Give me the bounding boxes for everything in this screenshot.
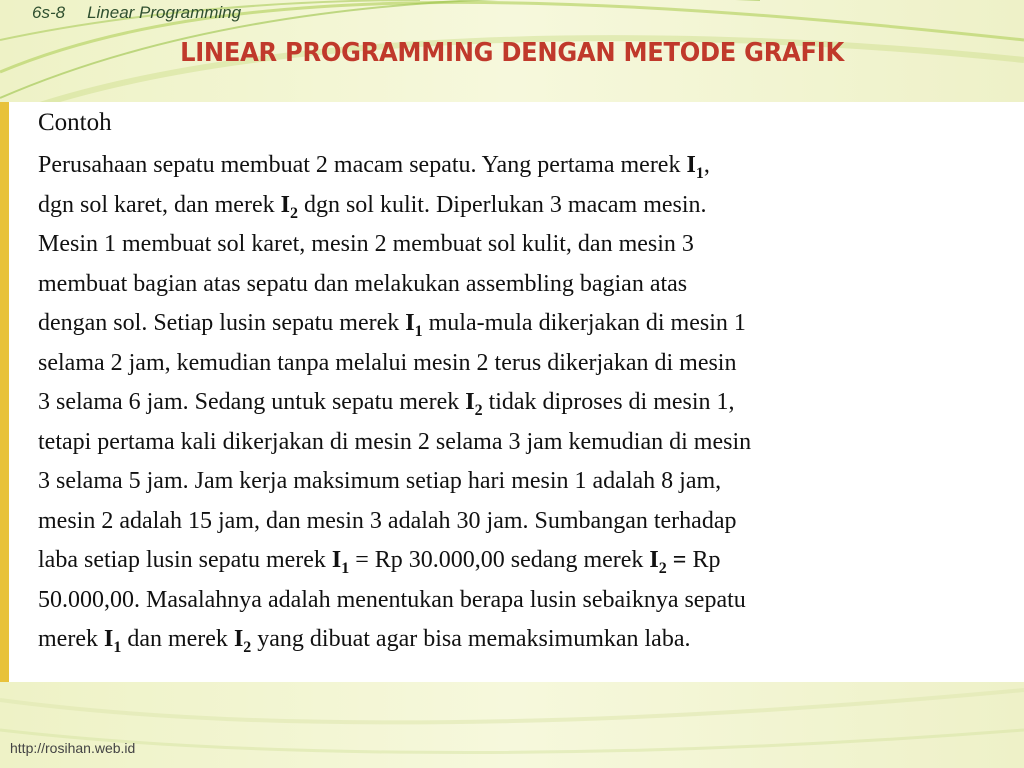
text-run: tidak diproses di mesin 1, xyxy=(482,389,735,415)
text-run: dgn sol kulit. Diperlukan 3 macam mesin. xyxy=(297,191,707,218)
bold-run xyxy=(233,626,252,656)
text-run: merek xyxy=(38,626,104,652)
paragraph-line xyxy=(38,620,1023,660)
paragraph-line xyxy=(38,581,1023,621)
accent-bar xyxy=(0,102,9,682)
bold-text: I xyxy=(465,389,475,415)
slide-number: 6s-8 xyxy=(32,3,66,22)
text-run: yang dibuat agar bisa memaksimumkan laba. xyxy=(251,626,691,652)
text-run: mesin 2 adalah 15 jam, dan mesin 3 adalah 30 jam. Sumbangan terhadap xyxy=(38,507,737,534)
slide-title: LINEAR PROGRAMMING DENGAN METODE GRAFIK xyxy=(180,38,844,68)
bold-text: I xyxy=(233,626,244,652)
subscript: 2 xyxy=(243,638,252,656)
bold-text: I xyxy=(331,547,342,573)
paragraph-line xyxy=(38,502,1023,542)
text-run: membuat bagian atas sepatu dan melakukan assembling bagian atas xyxy=(38,270,688,297)
paragraph-line xyxy=(38,541,1023,581)
bold-text: = xyxy=(666,547,687,573)
text-run: tetapi pertama kali dikerjakan di mesin 2 selama 3 jam kemudian di mesin xyxy=(38,428,752,455)
subscript: 1 xyxy=(341,559,350,577)
text-run: = Rp 30.000,00 sedang merek xyxy=(349,547,650,573)
bold-run xyxy=(331,547,350,577)
section-title: Linear Programming xyxy=(87,3,242,22)
text-run: dan merek xyxy=(121,626,234,652)
paragraph-line xyxy=(38,344,1023,384)
bold-run xyxy=(405,310,423,340)
subscript: 1 xyxy=(414,322,423,340)
text-run: dgn sol karet, dan merek xyxy=(38,191,281,218)
content-panel xyxy=(9,102,1024,682)
bold-run xyxy=(103,626,122,656)
paragraph-line xyxy=(38,225,1023,265)
subscript: 2 xyxy=(658,559,667,577)
text-run: 50.000,00. Masalahnya adalah menentukan berapa lusin sebaiknya sepatu xyxy=(38,586,746,613)
paragraph-line xyxy=(38,146,1023,186)
bold-run xyxy=(280,191,298,222)
slide-header-meta xyxy=(32,3,241,23)
subscript: 1 xyxy=(113,638,122,656)
bold-text: I xyxy=(686,152,696,178)
bold-text: I xyxy=(649,547,659,573)
example-label: Contoh xyxy=(38,109,112,136)
text-run: mula-mula dikerjakan di mesin 1 xyxy=(422,310,746,336)
text-run: Rp xyxy=(686,547,721,573)
bold-text: I xyxy=(405,310,415,336)
bold-run xyxy=(686,152,704,182)
subscript: 2 xyxy=(474,401,483,419)
bold-run xyxy=(649,547,667,577)
paragraph-line xyxy=(38,186,1023,226)
text-run: , xyxy=(703,152,710,178)
text-run: 3 selama 6 jam. Sedang untuk sepatu merek xyxy=(38,389,466,415)
paragraph-line xyxy=(38,265,1023,305)
subscript: 2 xyxy=(289,204,298,222)
paragraph-line xyxy=(38,304,1023,344)
text-run: laba setiap lusin sepatu merek xyxy=(38,547,332,573)
text-run: dengan sol. Setiap lusin sepatu merek xyxy=(38,310,406,336)
problem-paragraph xyxy=(38,146,1023,660)
text-run: Perusahaan sepatu membuat 2 macam sepatu. Yang pertama merek xyxy=(38,152,687,178)
paragraph-line xyxy=(38,423,1023,463)
text-run: 3 selama 5 jam. Jam kerja maksimum setiap hari mesin 1 adalah 8 jam, xyxy=(38,468,722,494)
bold-text: I xyxy=(280,191,290,218)
bold-run xyxy=(465,389,483,419)
subscript: 1 xyxy=(695,164,704,182)
paragraph-line xyxy=(38,462,1023,502)
footer-url: http://rosihan.web.id xyxy=(10,740,136,756)
bold-run xyxy=(667,547,687,573)
text-run: Mesin 1 membuat sol karet, mesin 2 membuat sol kulit, dan mesin 3 xyxy=(38,231,694,257)
bold-text: I xyxy=(103,626,114,652)
paragraph-line xyxy=(38,383,1023,423)
text-run: selama 2 jam, kemudian tanpa melalui mesin 2 terus dikerjakan di mesin xyxy=(38,349,737,376)
